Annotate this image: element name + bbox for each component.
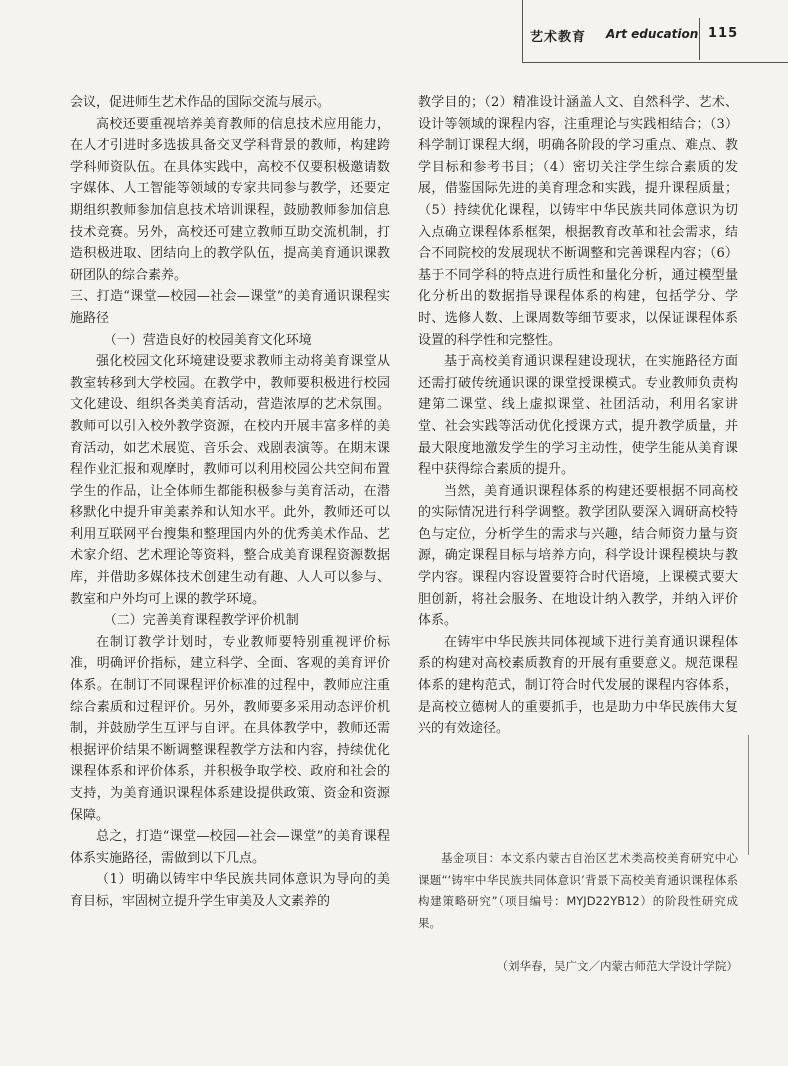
page-number: 115 [708, 26, 739, 41]
body-paragraph: 在铸牢中华民族共同体视域下进行美育通识课程体系的构建对高校素质教育的开展有重要意义。规范课程体系的建构范式，制订符合时代发展的课程内容体系，是高校立德树人的重要抓手，也是助力中华民族伟大复兴的有效途径。 [418, 634, 738, 737]
body-paragraph: （1）明确以铸牢中华民族共同体意识为导向的美育目标，牢固树立提升学生审美及人文素养的 [70, 872, 390, 909]
running-header [0, 0, 788, 80]
header-rule [522, 62, 788, 63]
left-column [70, 92, 390, 913]
body-paragraph: 教学目的；（2）精准设计涵盖人文、自然科学、艺术、设计等领域的课程内容，注重理论与实践相结合；（3）科学制订课程大纲，明确各阶段的学习重点、难点、教学目标和参考书目；（4）密切关注学生综合素质的发展，借鉴国际先进的美育理念和实践，提升课程质量；（5）持续优化课程，以铸牢中华民族共同体意识为切入点确立课程体系框架，根据教育改革和社会需求，结合不同院校的发展现状不断调整和完善课程内容；（6）基于不同学科的特点进行质性和量化分析，通过模型量化分析出的数据指导课程体系的构建，包括学分、学时、选修人数、上课周数等细节要求，以保证课程体系设置的科学性和完整性。 [418, 95, 738, 348]
body-paragraph: 强化校园文化环境建设要求教师主动将美育课堂从教室转移到大学校园。在教学中，教师要积极进行校园文化建设、组织各类美育活动，营造浓厚的艺术氛围。教师可以引入校外教学资源，在校内开展丰富多样的美育活动，如艺术展览、音乐会、戏剧表演等。在期末课程作业汇报和观摩时，教师可以利用校园公共空间布置学生的作品，让全体师生都能积极参与美育活动，在潜移默化中提升审美素养和认知水平。此外，教师还可以利用互联网平台搜集和整理国内外的优秀美术作品、艺术家介绍、艺术理论等资料，整合成美育课程资源数据库，并借助多媒体技术创建生动有趣、人人可以参与、教室和户外均可上课的教学环境。 [70, 354, 390, 607]
body-paragraph: 高校还要重视培养美育教师的信息技术应用能力，在人才引进时多选拔具备交叉学科背景的教师，构建跨学科师资队伍。在具体实践中，高校不仅要积极邀请数字媒体、人工智能等领域的专家共同参与教学，还要定期组织教师参加信息技术培训课程，鼓励教师参加信息技术竞赛。另外，高校还可建立教师互助交流机制，打造积极进取、团结向上的教学队伍，提高美育通识课教研团队的综合素养。 [70, 116, 390, 283]
section-heading: 三、打造“课堂—校园—社会—课堂”的美育通识课程实施路径 [70, 289, 390, 326]
journal-title-en: Art education [606, 27, 699, 41]
body-paragraph: 在制订教学计划时，专业教师要特别重视评价标准，明确评价指标，建立科学、全面、客观的美育评价体系。在制订不同课程评价标准的过程中，教师应注重综合素质和过程评价。另外，教师要多采用动态评价机制，并鼓励学生互评与自评。在具体教学中，教师还需根据评价结果不断调整课程教学方法和内容，持续优化课程体系和评价体系，并积极争取学校、政府和社会的支持，为美育通识课程体系建设提供政策、资金和资源保障。 [70, 634, 390, 823]
column-rule [748, 735, 749, 855]
journal-title-cn: 艺术教育 [530, 30, 587, 45]
subsection-heading: （一）营造良好的校园美育文化环境 [103, 332, 312, 348]
body-paragraph: 会议，促进师生艺术作品的国际交流与展示。 [70, 95, 331, 110]
header-divider [522, 0, 523, 62]
author-affiliation: （刘华春，吴广文／内蒙古师范大学设计学院） [496, 959, 738, 973]
body-paragraph: 总之，打造“课堂—校园—社会—课堂”的美育课程体系实施路径，需做到以下几点。 [70, 829, 390, 866]
body-paragraph: 基于高校美育通识课程建设现状，在实施路径方面还需打破传统通识课的课堂授课模式。专业教师负责构建第二课堂、线上虚拟课堂、社团活动，利用名家讲堂、社会实践等活动优化授课方式，提升教学质量，并最大限度地激发学生的学习主动性，使学生能从美育课程中获得综合素质的提升。 [418, 354, 738, 478]
fund-note: 基金项目：本文系内蒙古自治区艺术类高校美育研究中心课题“‘铸牢中华民族共同体意识’背景下高校美育通识课程体系构建策略研究”（项目编号：MYJD22YB12）的阶段性研究成果。 [418, 851, 738, 930]
body-paragraph: 当然，美育通识课程体系的构建还要根据不同高校的实际情况进行科学调整。教学团队要深入调研高校特色与定位，分析学生的需求与兴趣，结合师资力量与资源，确定课程目标与培养方向，科学设计课程模块与教学内容。课程内容设置要符合时代语境，上课模式要大胆创新，将社会服务、在地设计纳入教学，并纳入评价体系。 [418, 483, 738, 629]
header-divider [699, 18, 700, 60]
right-column [418, 92, 738, 740]
subsection-heading: （二）完善美育课程教学评价机制 [103, 613, 299, 629]
